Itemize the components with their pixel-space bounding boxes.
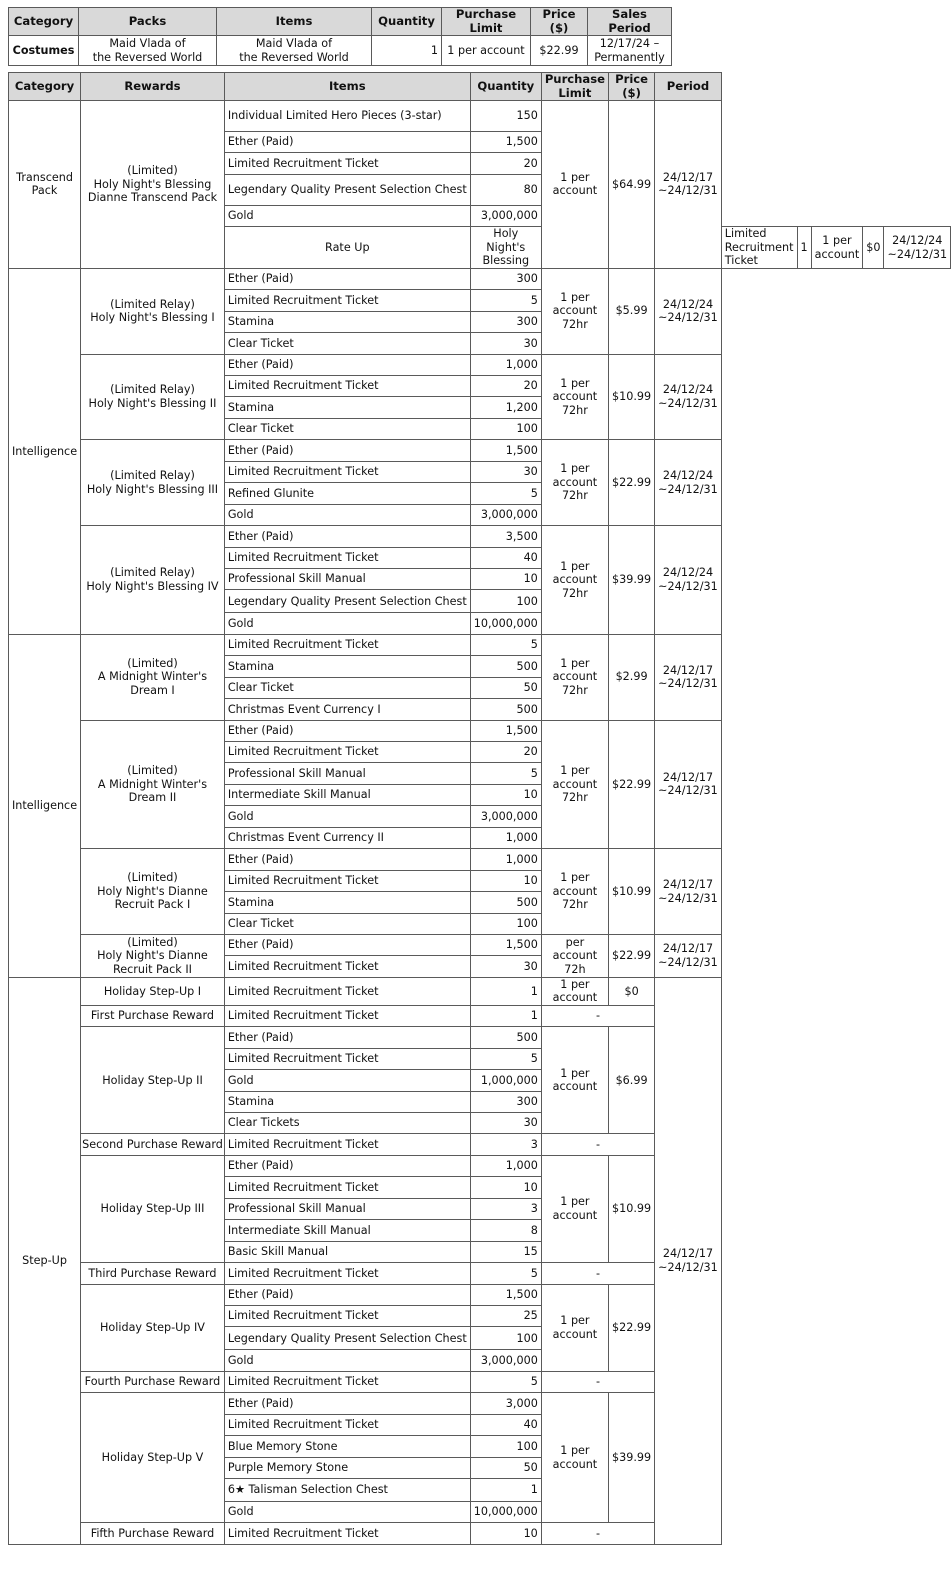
- intelligence-winter-section: [9, 634, 951, 977]
- item-cell: Clear Tickets: [224, 1113, 470, 1134]
- table-row: [9, 1155, 951, 1176]
- item-cell: Limited Recruitment Ticket: [224, 1048, 470, 1069]
- header-rewards: Rewards: [81, 73, 225, 101]
- item-cell: Intermediate Skill Manual: [224, 1220, 470, 1241]
- table-row: [9, 1005, 951, 1026]
- quantity-cell: 10,000,000: [470, 613, 541, 634]
- header-period: Period: [655, 73, 722, 101]
- period-cell: 24/12/24 ~24/12/31: [655, 440, 722, 526]
- reward-cell: Holy Night's Blessing: [470, 227, 541, 269]
- quantity-cell: 1,200: [470, 397, 541, 418]
- dash-cell: -: [541, 1523, 654, 1544]
- period-cell: 24/12/17 ~24/12/31: [655, 977, 722, 1544]
- item-cell: Limited Recruitment Ticket: [224, 1005, 470, 1026]
- quantity-cell: 100: [470, 913, 541, 934]
- rewards-header-row: [9, 73, 951, 101]
- category-cell: Transcend Pack: [9, 101, 81, 269]
- item-cell: Clear Ticket: [224, 677, 470, 698]
- quantity-cell: 5: [470, 763, 541, 784]
- item-cell: Ether (Paid): [224, 1027, 470, 1048]
- limit-cell: 1 per account 72hr: [541, 720, 608, 849]
- item-cell: Professional Skill Manual: [224, 1198, 470, 1219]
- quantity-cell: 300: [470, 1091, 541, 1112]
- item-cell: Professional Skill Manual: [224, 763, 470, 784]
- header-category: Category: [9, 73, 81, 101]
- item-cell: Limited Recruitment Ticket: [224, 1523, 470, 1544]
- quantity-cell: 20: [470, 742, 541, 763]
- quantity-cell: 10: [470, 568, 541, 589]
- bonus-reward-cell: Third Purchase Reward: [81, 1263, 225, 1284]
- quantity-cell: 500: [470, 699, 541, 720]
- reward-cell: (Limited Relay) Holy Night's Blessing IV: [81, 526, 225, 635]
- quantity-cell: 1,000: [470, 1155, 541, 1176]
- item-cell: Limited Recruitment Ticket: [224, 742, 470, 763]
- header-items: Items: [224, 73, 470, 101]
- quantity-cell: 1,000: [470, 849, 541, 870]
- table-row: [9, 1393, 951, 1414]
- header-price: Price ($): [531, 8, 588, 36]
- limit-cell: 1 per account: [541, 1155, 608, 1262]
- item-cell: Legendary Quality Present Selection Chest: [224, 1327, 470, 1350]
- quantity-cell: 8: [470, 1220, 541, 1241]
- costume-header-row: [9, 8, 672, 36]
- quantity-cell: 3: [470, 1198, 541, 1219]
- quantity-cell: 3,000,000: [470, 806, 541, 827]
- reward-cell: (Limited) A Midnight Winter's Dream I: [81, 634, 225, 720]
- quantity-cell: 5: [470, 1263, 541, 1284]
- quantity-cell: 5: [470, 1048, 541, 1069]
- quantity-cell: 1,500: [470, 934, 541, 955]
- item-cell: Ether (Paid): [224, 132, 470, 153]
- limit-cell: 1 per account: [541, 1284, 608, 1371]
- table-row: [9, 1523, 951, 1544]
- quantity-cell: 3,000: [470, 1393, 541, 1414]
- item-cell: Stamina: [224, 1091, 470, 1112]
- category-cell: Costumes: [9, 36, 79, 66]
- item-cell: Ether (Paid): [224, 440, 470, 461]
- item-cell: Gold: [224, 1350, 470, 1371]
- limit-cell: 1 per account 72hr: [541, 440, 608, 526]
- item-cell: Limited Recruitment Ticket: [224, 1263, 470, 1284]
- item-cell: Ether (Paid): [224, 934, 470, 955]
- item-cell: Maid Vlada of the Reversed World: [217, 36, 372, 66]
- period-cell: 24/12/24 ~24/12/31: [655, 526, 722, 635]
- quantity-cell: 5: [470, 634, 541, 655]
- limit-cell: 1 per account: [541, 977, 608, 1005]
- quantity-cell: 100: [470, 1327, 541, 1350]
- limit-cell: 1 per account 72hr: [541, 634, 608, 720]
- table-row: [9, 849, 951, 870]
- quantity-cell: 100: [470, 590, 541, 613]
- item-cell: Intermediate Skill Manual: [224, 784, 470, 805]
- period-cell: 24/12/24 ~24/12/31: [655, 268, 722, 354]
- period-cell: 24/12/17 ~24/12/31: [655, 934, 722, 977]
- quantity-cell: 1,000: [470, 354, 541, 375]
- price-cell: $39.99: [609, 1393, 655, 1523]
- item-cell: Limited Recruitment Ticket: [224, 1177, 470, 1198]
- step-up-section: [9, 977, 951, 1544]
- quantity-cell: 3,000,000: [470, 1350, 541, 1371]
- quantity-cell: 50: [470, 1457, 541, 1478]
- quantity-cell: 1: [797, 227, 811, 269]
- price-cell: $5.99: [609, 268, 655, 354]
- price-cell: $0: [863, 227, 884, 269]
- pack-cell: Maid Vlada of the Reversed World: [79, 36, 217, 66]
- bonus-reward-cell: Fifth Purchase Reward: [81, 1523, 225, 1544]
- item-cell: Gold: [224, 613, 470, 634]
- item-cell: Limited Recruitment Ticket: [224, 1371, 470, 1392]
- quantity-cell: 1,000,000: [470, 1070, 541, 1091]
- price-cell: $22.99: [609, 440, 655, 526]
- table-row: [9, 720, 951, 741]
- item-cell: Purple Memory Stone: [224, 1457, 470, 1478]
- item-cell: Ether (Paid): [224, 720, 470, 741]
- table-row: [9, 101, 951, 132]
- bonus-reward-cell: First Purchase Reward: [81, 1005, 225, 1026]
- item-cell: Refined Glunite: [224, 483, 470, 504]
- rewards-table: [8, 72, 951, 1545]
- item-cell: Clear Ticket: [224, 333, 470, 354]
- item-cell: Limited Recruitment Ticket: [224, 153, 470, 174]
- quantity-cell: 5: [470, 1371, 541, 1392]
- quantity-cell: 1,000: [470, 827, 541, 848]
- item-cell: Limited Recruitment Ticket: [224, 547, 470, 568]
- item-cell: Clear Ticket: [224, 418, 470, 439]
- quantity-cell: 1: [470, 977, 541, 1005]
- quantity-cell: 300: [470, 311, 541, 332]
- item-cell: Limited Recruitment Ticket: [224, 1414, 470, 1435]
- category-cell: Intelligence: [9, 634, 81, 977]
- period-cell: 24/12/17 ~24/12/31: [655, 720, 722, 849]
- quantity-cell: 10: [470, 1177, 541, 1198]
- dash-cell: -: [541, 1371, 654, 1392]
- quantity-cell: 80: [470, 174, 541, 205]
- quantity-cell: 1: [470, 1005, 541, 1026]
- quantity-cell: 500: [470, 656, 541, 677]
- quantity-cell: 500: [470, 1027, 541, 1048]
- table-row: [9, 1134, 951, 1155]
- item-cell: Stamina: [224, 311, 470, 332]
- reward-cell: (Limited) Holy Night's Blessing Dianne Transcend Pack: [81, 101, 225, 269]
- limit-cell: 1 per account 72hr: [541, 354, 608, 440]
- item-cell: Limited Recruitment Ticket: [224, 290, 470, 311]
- price-cell: $22.99: [609, 720, 655, 849]
- reward-cell: Holiday Step-Up III: [81, 1155, 225, 1262]
- item-cell: Limited Recruitment Ticket: [224, 1305, 470, 1326]
- quantity-cell: 30: [470, 461, 541, 482]
- quantity-cell: 25: [470, 1305, 541, 1326]
- item-cell: Individual Limited Hero Pieces (3-star): [224, 101, 470, 132]
- costume-table: [8, 7, 672, 66]
- quantity-cell: 15: [470, 1241, 541, 1262]
- item-cell: Limited Recruitment Ticket: [224, 870, 470, 891]
- reward-cell: (Limited Relay) Holy Night's Blessing III: [81, 440, 225, 526]
- price-cell: $6.99: [609, 1027, 655, 1134]
- header-quantity: Quantity: [470, 73, 541, 101]
- quantity-cell: 20: [470, 153, 541, 174]
- price-cell: $22.99: [609, 934, 655, 977]
- price-cell: $0: [609, 977, 655, 1005]
- header-quantity: Quantity: [372, 8, 442, 36]
- item-cell: Ether (Paid): [224, 268, 470, 289]
- price-cell: $10.99: [609, 849, 655, 935]
- price-cell: $2.99: [609, 634, 655, 720]
- period-cell: 24/12/17 ~24/12/31: [655, 849, 722, 935]
- period-cell: 12/17/24 – Permanently: [588, 36, 672, 66]
- reward-cell: Holiday Step-Up V: [81, 1393, 225, 1523]
- item-cell: Gold: [224, 1070, 470, 1091]
- quantity-cell: 1,500: [470, 132, 541, 153]
- item-cell: Legendary Quality Present Selection Chest: [224, 590, 470, 613]
- item-cell: Gold: [224, 806, 470, 827]
- item-cell: Legendary Quality Present Selection Chest: [224, 174, 470, 205]
- item-cell: Blue Memory Stone: [224, 1436, 470, 1457]
- item-cell: Limited Recruitment Ticket: [224, 956, 470, 977]
- quantity-cell: 50: [470, 677, 541, 698]
- item-cell: Basic Skill Manual: [224, 1241, 470, 1262]
- table-row: [9, 354, 951, 375]
- price-cell: $22.99: [609, 1284, 655, 1371]
- price-cell: $64.99: [609, 101, 655, 269]
- table-row: [9, 934, 951, 955]
- limit-cell: 1 per account 72hr: [541, 268, 608, 354]
- quantity-cell: 10: [470, 1523, 541, 1544]
- table-row: [9, 1263, 951, 1284]
- limit-cell: 1 per account: [541, 1027, 608, 1134]
- reward-cell: (Limited) Holy Night's Dianne Recruit Pack I: [81, 849, 225, 935]
- category-cell: Step-Up: [9, 977, 81, 1544]
- quantity-cell: 150: [470, 101, 541, 132]
- limit-cell: 1 per account: [541, 101, 608, 269]
- table-row: [9, 977, 951, 1005]
- quantity-cell: 3,000,000: [470, 205, 541, 226]
- quantity-cell: 40: [470, 1414, 541, 1435]
- item-cell: Limited Recruitment Ticket: [224, 376, 470, 397]
- item-cell: Ether (Paid): [224, 1284, 470, 1305]
- quantity-cell: 3: [470, 1134, 541, 1155]
- table-row: [9, 1371, 951, 1392]
- bonus-reward-cell: Fourth Purchase Reward: [81, 1371, 225, 1392]
- quantity-cell: 10: [470, 870, 541, 891]
- quantity-cell: 30: [470, 333, 541, 354]
- dash-cell: -: [541, 1263, 654, 1284]
- quantity-cell: 100: [470, 418, 541, 439]
- reward-cell: (Limited Relay) Holy Night's Blessing I: [81, 268, 225, 354]
- intelligence-relay-section: [9, 268, 951, 634]
- reward-cell: Holiday Step-Up IV: [81, 1284, 225, 1371]
- quantity-cell: 30: [470, 956, 541, 977]
- table-row: [9, 1284, 951, 1305]
- item-cell: Clear Ticket: [224, 913, 470, 934]
- header-purchase-limit: Purchase Limit: [442, 8, 531, 36]
- item-cell: Gold: [224, 205, 470, 226]
- quantity-cell: 3,000,000: [470, 504, 541, 525]
- category-cell: Rate Up: [224, 227, 470, 269]
- quantity-cell: 30: [470, 1113, 541, 1134]
- category-cell: Intelligence: [9, 268, 81, 634]
- item-cell: Ether (Paid): [224, 354, 470, 375]
- item-cell: Limited Recruitment Ticket: [721, 227, 797, 269]
- item-cell: Ether (Paid): [224, 849, 470, 870]
- table-row: [9, 440, 951, 461]
- dash-cell: -: [541, 1005, 654, 1026]
- quantity-cell: 1,500: [470, 720, 541, 741]
- period-cell: 24/12/24 ~24/12/31: [655, 354, 722, 440]
- item-cell: Gold: [224, 504, 470, 525]
- reward-cell: Holiday Step-Up II: [81, 1027, 225, 1134]
- header-price: Price ($): [609, 73, 655, 101]
- item-cell: Christmas Event Currency II: [224, 827, 470, 848]
- item-cell: Ether (Paid): [224, 1155, 470, 1176]
- item-cell: Christmas Event Currency I: [224, 699, 470, 720]
- bonus-reward-cell: Second Purchase Reward: [81, 1134, 225, 1155]
- reward-cell: (Limited) Holy Night's Dianne Recruit Pack II: [81, 934, 225, 977]
- reward-cell: (Limited Relay) Holy Night's Blessing II: [81, 354, 225, 440]
- quantity-cell: 100: [470, 1436, 541, 1457]
- reward-cell: (Limited) A Midnight Winter's Dream II: [81, 720, 225, 849]
- quantity-cell: 500: [470, 892, 541, 913]
- item-cell: Stamina: [224, 656, 470, 677]
- period-cell: 24/12/17 ~24/12/31: [655, 634, 722, 720]
- item-cell: Ether (Paid): [224, 1393, 470, 1414]
- price-cell: $22.99: [531, 36, 588, 66]
- item-cell: Limited Recruitment Ticket: [224, 977, 470, 1005]
- dash-cell: -: [541, 1134, 654, 1155]
- item-cell: Gold: [224, 1502, 470, 1523]
- item-cell: Limited Recruitment Ticket: [224, 461, 470, 482]
- quantity-cell: 5: [470, 290, 541, 311]
- item-cell: Ether (Paid): [224, 526, 470, 547]
- quantity-cell: 300: [470, 268, 541, 289]
- item-cell: Stamina: [224, 892, 470, 913]
- item-cell: Limited Recruitment Ticket: [224, 634, 470, 655]
- limit-cell: 1 per account 72hr: [541, 849, 608, 935]
- item-cell: Stamina: [224, 397, 470, 418]
- quantity-cell: 10,000,000: [470, 1502, 541, 1523]
- limit-cell: 1 per account: [442, 36, 531, 66]
- quantity-cell: 1: [470, 1479, 541, 1502]
- table-row: [9, 634, 951, 655]
- item-cell: 6★ Talisman Selection Chest: [224, 1479, 470, 1502]
- price-cell: $39.99: [609, 526, 655, 635]
- price-cell: $10.99: [609, 1155, 655, 1262]
- item-cell: Limited Recruitment Ticket: [224, 1134, 470, 1155]
- price-cell: $10.99: [609, 354, 655, 440]
- item-cell: Professional Skill Manual: [224, 568, 470, 589]
- limit-cell: 1 per account 72hr: [541, 526, 608, 635]
- quantity-cell: 3,500: [470, 526, 541, 547]
- table-row: [9, 36, 672, 66]
- header-sales-period: Sales Period: [588, 8, 672, 36]
- quantity-cell: 1: [372, 36, 442, 66]
- limit-cell: 1 per account: [541, 1393, 608, 1523]
- period-cell: 24/12/17 ~24/12/31: [655, 101, 722, 269]
- header-packs: Packs: [79, 8, 217, 36]
- table-row: [9, 1027, 951, 1048]
- quantity-cell: 1,500: [470, 1284, 541, 1305]
- period-cell: 24/12/24 ~24/12/31: [884, 227, 951, 269]
- limit-cell: 1 per account: [811, 227, 863, 269]
- quantity-cell: 10: [470, 784, 541, 805]
- quantity-cell: 1,500: [470, 440, 541, 461]
- reward-cell: Holiday Step-Up I: [81, 977, 225, 1005]
- table-row: [9, 268, 951, 289]
- limit-cell: per account 72h: [541, 934, 608, 977]
- table-row: [9, 526, 951, 547]
- quantity-cell: 5: [470, 483, 541, 504]
- quantity-cell: 40: [470, 547, 541, 568]
- header-items: Items: [217, 8, 372, 36]
- header-purchase-limit: Purchase Limit: [541, 73, 608, 101]
- header-category: Category: [9, 8, 79, 36]
- quantity-cell: 20: [470, 376, 541, 397]
